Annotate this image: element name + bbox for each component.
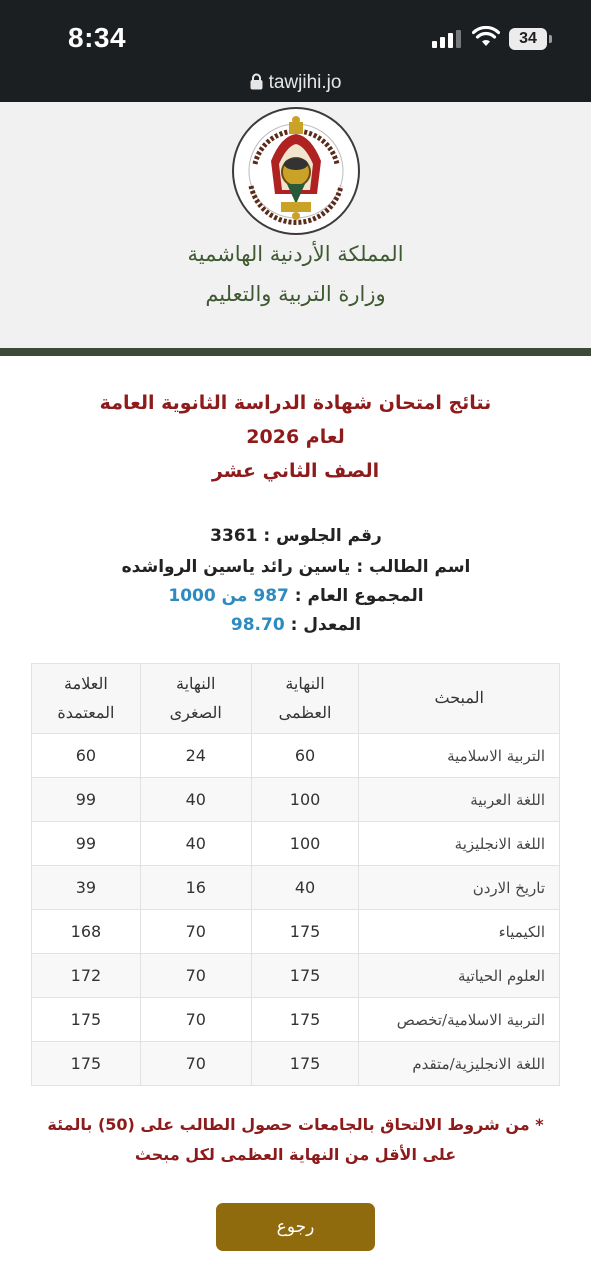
table-row [32,778,560,822]
kingdom-name: المملكة الأردنية الهاشمية [187,242,404,266]
table-row [32,822,560,866]
seat-number-row [60,526,532,546]
row-mark: 175 [32,998,141,1042]
row-mark: 172 [32,954,141,998]
row-subject: التربية الاسلامية [359,734,560,778]
row-min: 70 [140,1042,251,1086]
header-max: النهاية العظمى [251,664,359,734]
row-min: 24 [140,734,251,778]
note-line-1: * من شروط الالتحاق بالجامعات حصول الطالب على (50) بالمئة [47,1115,544,1134]
row-mark: 99 [32,822,141,866]
student-name: ياسين رائد ياسين الرواشده [121,557,351,577]
row-mark: 99 [32,778,141,822]
row-subject: اللغة الانجليزية [359,822,560,866]
table-row [32,734,560,778]
row-subject: التربية الاسلامية/تخصص [359,998,560,1042]
lock-icon [250,73,263,90]
row-max: 60 [251,734,359,778]
status-bar [0,0,591,102]
row-min: 40 [140,822,251,866]
row-min: 70 [140,910,251,954]
row-max: 100 [251,822,359,866]
row-max: 175 [251,1042,359,1086]
row-max: 40 [251,866,359,910]
row-min: 70 [140,998,251,1042]
header-divider [0,348,591,356]
total-value: 987 من 1000 [168,586,289,606]
row-max: 175 [251,954,359,998]
grades-table [31,663,560,1086]
row-mark: 39 [32,866,141,910]
row-min: 40 [140,778,251,822]
average-label: المعدل : [290,615,362,635]
seat-label: رقم الجلوس : [263,526,382,546]
results-year: لعام 2026 [246,426,345,448]
header-subject: المبحث [359,664,560,734]
jordan-coat-of-arms-icon [231,106,361,236]
row-subject: تاريخ الاردن [359,866,560,910]
row-mark: 168 [32,910,141,954]
table-row [32,954,560,998]
table-header-row [32,664,560,734]
row-max: 175 [251,910,359,954]
row-subject: الكيمياء [359,910,560,954]
header-certified: العلامة المعتمدة [32,664,141,734]
ministry-name: وزارة التربية والتعليم [205,282,386,306]
table-row [32,866,560,910]
url-text: tawjihi.jo [268,72,342,93]
table-row [32,1042,560,1086]
table-row [32,910,560,954]
note-line-2: على الأقل من النهاية العظمى لكل مبحث [134,1145,457,1164]
wifi-icon [472,26,500,48]
results-title: نتائج امتحان شهادة الدراسة الثانوية العامة [99,392,492,414]
results-grade: الصف الثاني عشر [211,460,380,482]
back-button[interactable]: رجوع [216,1203,375,1251]
name-label: اسم الطالب : [356,557,471,577]
total-label: المجموع العام : [294,586,424,606]
total-row [60,586,532,606]
admission-note [30,1110,561,1170]
student-name-row [60,557,532,577]
row-subject: العلوم الحياتية [359,954,560,998]
row-min: 16 [140,866,251,910]
battery-tip [549,35,552,43]
row-max: 100 [251,778,359,822]
row-mark: 175 [32,1042,141,1086]
status-time: 8:34 [68,22,127,53]
battery-icon: 34 [509,28,547,50]
row-subject: اللغة الانجليزية/متقدم [359,1042,560,1086]
row-min: 70 [140,954,251,998]
header-min: النهاية الصغرى [140,664,251,734]
row-mark: 60 [32,734,141,778]
average-value: 98.70 [230,615,285,635]
row-max: 175 [251,998,359,1042]
table-row [32,998,560,1042]
url-bar[interactable] [0,72,591,94]
row-subject: اللغة العربية [359,778,560,822]
cellular-signal-icon [432,30,462,48]
seat-number: 3361 [210,526,258,546]
average-row [60,615,532,635]
